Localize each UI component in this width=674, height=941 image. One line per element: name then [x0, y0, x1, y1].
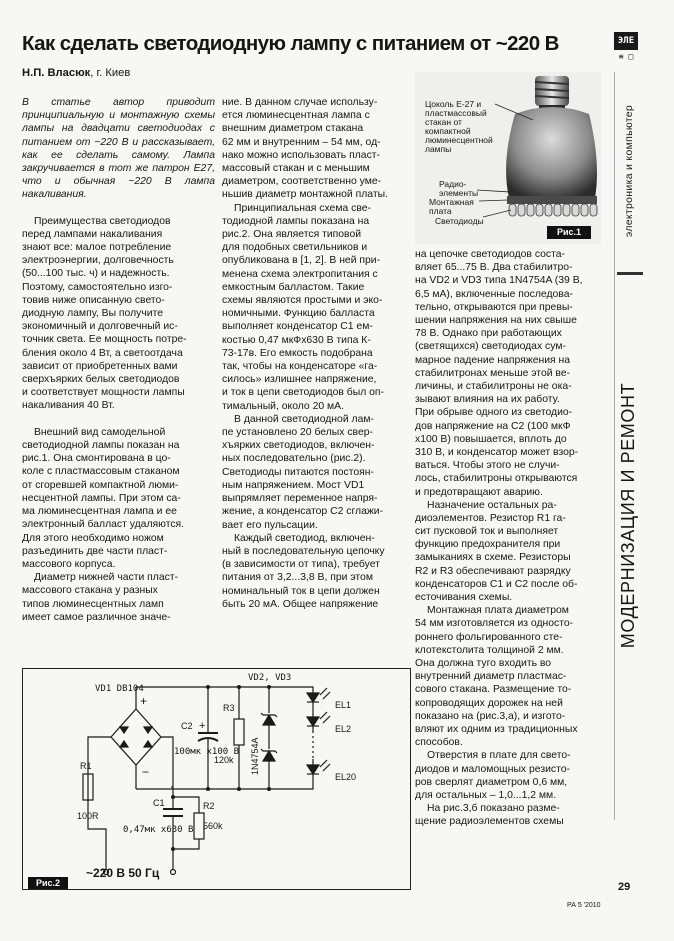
text-line: рис.2. Она является типовой: [222, 229, 362, 241]
text-line: Назначение остальных ра-: [427, 499, 557, 511]
text-line: зависит от приобретенных вами: [22, 360, 178, 372]
label-mounting-board: Монтажная плата: [429, 197, 474, 216]
resistor-r3: [234, 719, 244, 745]
text-line: Каждый светодиод, включен-: [234, 532, 375, 544]
sidebar-section-label: электроника и компьютер: [623, 104, 636, 238]
label-c1: C1: [153, 798, 165, 808]
text-line: ный в последовательную цепочку: [222, 545, 385, 557]
text-line: костью 0,47 мкФх630 В типа К-: [222, 334, 371, 346]
text-line: и соответствует мощности лампы: [22, 387, 185, 399]
label-r3-value: 120k: [214, 755, 234, 765]
label-el20: EL20: [335, 772, 357, 782]
text-line: и ток в цепи светодиодов был оп-: [222, 387, 385, 399]
column-2-body: [222, 96, 407, 611]
label-leds: Светодиоды: [435, 216, 484, 226]
text-line: коле с пластмассовым стаканом: [22, 466, 180, 478]
text-line: знают все: малое потребление: [22, 242, 172, 254]
text-line: опубликована в [1, 2]. В ней при-: [222, 255, 381, 267]
text-line: массового корпуса.: [22, 558, 116, 570]
text-line: Отверстия в плате для свето-: [427, 750, 571, 762]
wire-led-feed: [288, 687, 313, 689]
text-line: номинальный ток в цепи должен: [222, 585, 380, 597]
text-line: от сгоревшей компактной люми-: [22, 479, 179, 491]
text-line: Монтажная плата диаметром: [427, 605, 569, 617]
sidebar-rubric-label: МОДЕРНИЗАЦИЯ И РЕМОНТ: [618, 382, 639, 648]
text-line: зывают влияния на их работу.: [415, 394, 560, 406]
label-r3: R3: [223, 703, 235, 713]
text-line: точник света. Ее мощность потре-: [22, 334, 187, 346]
text-line: массовый стакан и с меньшим: [222, 163, 370, 175]
text-line: замыканиях в схеме. Резисторы: [415, 552, 571, 564]
text-line: стабилитронах меньше этой ве-: [415, 367, 571, 379]
text-line: (светящихся) светодиодах сум-: [415, 341, 566, 353]
text-line: рис.1. Она смонтирована в цо-: [22, 453, 171, 465]
text-line: диодную лампу, Вы получите: [22, 308, 163, 320]
text-line: В данной светодиодной лам-: [234, 413, 374, 425]
article-title: Как сделать светодиодную лампу с питанием от ~220 В: [22, 32, 559, 55]
figure-2-schematic: [22, 668, 411, 890]
text-column-3: [415, 248, 605, 525]
bridge-vd1: [111, 687, 161, 789]
text-line: диаметром, соответственно уме-: [222, 176, 382, 188]
zener-vd2-vd3: [261, 687, 277, 789]
magazine-logo: ЭЛЕ: [614, 32, 638, 50]
text-line: экономичный и долговечный ис-: [22, 321, 178, 333]
text-line: Преимущества светодиодов: [34, 215, 171, 227]
capacitor-c2: [198, 687, 218, 789]
sidebar-section: [616, 76, 642, 266]
wire-ac-left: [88, 737, 111, 872]
figure-1-lamp-photo: [415, 72, 601, 244]
text-line: накаливания 40 Вт.: [22, 400, 115, 412]
text-line: тодиодной лампы показана на: [222, 215, 370, 227]
text-line: сового стакана. Размещение то-: [415, 684, 572, 696]
sidebar-rubric: [614, 350, 644, 680]
text-line: быть 20 мА. Общее напряжение: [222, 598, 379, 610]
text-line: вает его пульсации.: [222, 519, 318, 531]
text-line: конденсаторов С1 и С2 после об-: [415, 578, 578, 590]
sidebar-divider: [617, 272, 643, 275]
text-line: лось, стабилитроны открываются: [415, 473, 578, 485]
text-line: емкостным балластом. Такие: [222, 281, 365, 293]
label-c2: C2: [181, 721, 193, 731]
author-city: , г. Киев: [90, 67, 131, 79]
text-line: 62 мм и внутренним – 54 мм, од-: [222, 136, 381, 148]
text-line: 6,5 мА), включенные последова-: [415, 288, 573, 300]
column-1-body: [22, 215, 215, 624]
text-line: вляет 65...75 В. Два стабилитро-: [415, 262, 573, 274]
label-c1-value: 0,47мк х630 В: [123, 825, 194, 835]
text-line: жение, а конденсатор С2 сглажи-: [222, 506, 384, 518]
text-line: разъединить две части пласт-: [22, 545, 168, 557]
text-line: есточивания схемы.: [415, 592, 513, 604]
author-line: [22, 67, 130, 79]
wire-led-return: [288, 783, 313, 789]
text-column-2: [222, 96, 407, 611]
text-line: для подобных светильников и: [222, 242, 368, 254]
text-line: ных последовательно (рис.2).: [222, 453, 366, 465]
text-line: ется люминесцентная лампа с: [222, 110, 370, 122]
text-line: внешним диаметром стакана: [222, 123, 364, 135]
text-line: 54 мм изготовляется из односто-: [415, 618, 574, 630]
text-line: Светодиоды питаются постоян-: [222, 466, 374, 478]
text-line: выпрямляет переменное напря-: [222, 493, 378, 505]
text-line: типов люминесцентных ламп: [22, 598, 164, 610]
text-column-1: [22, 96, 215, 624]
text-line: менена схема электропитания с: [222, 268, 378, 280]
article-intro: В статье автор приводит принципиальную и монтажную схемы лампы на двадцати светодиодах с питанием от ~220 В и рассказывает, как ее сделать самому. Лампа закручивается в тот же патрон Е27, что и обычная ~220 В лампа накаливания.: [22, 97, 215, 201]
label-mains: ~220 В 50 Гц: [86, 866, 160, 880]
led-chain: [307, 688, 330, 783]
text-line: 73-17в. Его емкость подобрана: [222, 347, 373, 359]
text-line: показано на (рис.3,а), и изгото-: [415, 710, 566, 722]
figure-2-caption: Рис.2: [28, 877, 68, 889]
magazine-logo-glyphs: ≡ □: [618, 52, 634, 61]
label-r2: R2: [203, 801, 215, 811]
label-r1: R1: [80, 761, 92, 771]
text-line: 78 В. Однако при работающих: [415, 328, 562, 340]
label-c2-plus: +: [199, 720, 206, 732]
text-line: ным напряжением. Мост VD1: [222, 479, 365, 491]
text-line: и предотвращают аварию.: [415, 486, 543, 498]
label-r2-value: 560k: [203, 821, 223, 831]
text-line: личины, и стабилитроны не ока-: [415, 381, 572, 393]
text-line: ма люминесцентная лампа и ее: [22, 506, 177, 518]
text-line: R2 и R3 обеспечивают разрядку: [415, 565, 571, 577]
text-line: несцентной лампы. При этом са-: [22, 492, 181, 504]
label-el1: EL1: [335, 700, 352, 710]
author-name: Н.П. Власюк: [22, 67, 91, 79]
label-vd1: VD1 DB104: [95, 684, 144, 694]
text-line: перед лампами накаливания: [22, 228, 163, 240]
text-line: внутренний диаметр пластмас-: [415, 671, 567, 683]
text-line: копроводящих дорожек на ней: [415, 697, 563, 709]
wire-ac-right: [161, 737, 173, 787]
text-line: щение радиоэлементов схемы: [415, 816, 564, 828]
text-line: Она должна туго входить во: [415, 658, 552, 670]
issue-label: РА 5 '2010: [567, 902, 601, 909]
text-line: массового стакана у разных: [22, 585, 158, 597]
text-line: ров сверлят диаметром 0,6 мм,: [415, 776, 568, 788]
mains-terminal-right: [171, 870, 176, 875]
label-c2-value: 100мк х100 В: [174, 747, 240, 757]
label-radio-elements: Радио- элементы: [439, 179, 479, 198]
text-column-4: [415, 525, 605, 829]
text-line: шении напряжения на них свыше: [415, 315, 577, 327]
figure-1-caption: Рис.1: [547, 226, 591, 239]
text-line: 310 В, и конденсатор может взор-: [415, 447, 579, 459]
text-line: сверхъярких белых светодиодов: [22, 374, 180, 386]
text-line: ваться. Чтобы этого не случи-: [415, 460, 560, 472]
text-line: вляют их одним из традиционных: [415, 724, 578, 736]
text-line: схемы являются простыми и эко-: [222, 295, 383, 307]
text-line: диодов и маломощных резисто-: [415, 763, 570, 775]
label-el2: EL2: [335, 724, 352, 734]
text-line: роннего фольгированного сте-: [415, 631, 563, 643]
text-line: питания от 3,2...3,8 В, при этом: [222, 572, 373, 584]
label-r1-value: 100R: [77, 811, 99, 821]
text-line: так, чтобы на конденсаторе «га-: [222, 361, 378, 373]
text-line: электронный балласт удаляются.: [22, 519, 185, 531]
text-line: ньшив диаметр монтажной платы.: [222, 189, 388, 201]
text-line: Поэтому, самостоятельно изго-: [22, 281, 173, 293]
text-line: для остальных – 1,0...1,2 мм.: [415, 790, 557, 802]
text-line: Принципиальная схема све-: [234, 202, 371, 214]
text-line: (50...100 тыс. ч) и надежность.: [22, 268, 170, 280]
text-line: имеет самое различное значе-: [22, 611, 171, 623]
label-vd2-vd3: VD2, VD3: [248, 673, 292, 683]
text-line: тимальный, около 20 мА.: [222, 400, 344, 412]
mounting-board: [507, 196, 597, 204]
text-line: сит пусковой ток и выполняет: [415, 526, 559, 537]
text-line: Внешний вид самодельной: [34, 426, 166, 438]
text-line: х100 В) повышается, вплоть до: [415, 433, 567, 445]
text-line: Диаметр нижней части пласт-: [34, 572, 179, 584]
column-3-body: [415, 248, 605, 525]
text-line: пе установлено 20 белых свер-: [222, 427, 373, 439]
wire-r2-top: [173, 797, 199, 813]
text-line: хъярких светодиодов, включен-: [222, 440, 375, 452]
text-line: светодиодной лампы показан на: [22, 440, 180, 452]
text-line: На рис.3,б показано разме-: [427, 803, 560, 815]
text-line: диоэлементов. Резистор R1 га-: [415, 513, 566, 525]
text-line: на VD2 и VD3 типа 1N4754A (39 В,: [415, 275, 583, 287]
text-line: ние. В данном случае использу-: [222, 97, 378, 108]
column-4-body: [415, 525, 605, 829]
label-bridge-minus: −: [142, 765, 150, 779]
text-line: бления около 4 Вт, а светоотдача: [22, 347, 183, 359]
text-line: нако можно использовать пласт-: [222, 149, 380, 161]
label-socket: Цоколь Е-27 и пластмассовый стакан от компактной люминесцентной лампы: [425, 99, 493, 154]
text-line: силось» излишнее напряжение,: [222, 374, 377, 386]
wire-r2-bottom: [173, 839, 199, 849]
text-line: товив ниже описанную свето-: [22, 294, 165, 306]
text-line: Для этого необходимо ножом: [22, 532, 164, 544]
text-line: клотекстолита толщиной 2 мм.: [415, 644, 564, 656]
label-zener-type: 1N4754A: [250, 737, 260, 775]
text-line: способов.: [415, 737, 463, 749]
text-line: дов напряжение на С2 (100 мкФ: [415, 420, 571, 432]
text-line: на цепочке светодиодов соста-: [415, 249, 565, 260]
text-line: При обрыве одного из светодио-: [415, 407, 573, 419]
plastic-cup: [506, 107, 597, 198]
text-line: (в зависимости от типа), требует: [222, 559, 380, 571]
text-line: марное падение напряжения на: [415, 354, 571, 366]
text-line: тельно, открываются при превы-: [415, 301, 573, 313]
text-line: электроэнергии, долговечность: [22, 255, 174, 267]
page-number: 29: [618, 881, 631, 893]
text-line: выполняет конденсатор С1 ем-: [222, 321, 373, 333]
label-bridge-plus: +: [140, 694, 148, 708]
text-line: функцию предохранителя при: [415, 539, 561, 551]
text-line: номичными. Функцию балласта: [222, 308, 375, 320]
text-line: [22, 413, 215, 426]
